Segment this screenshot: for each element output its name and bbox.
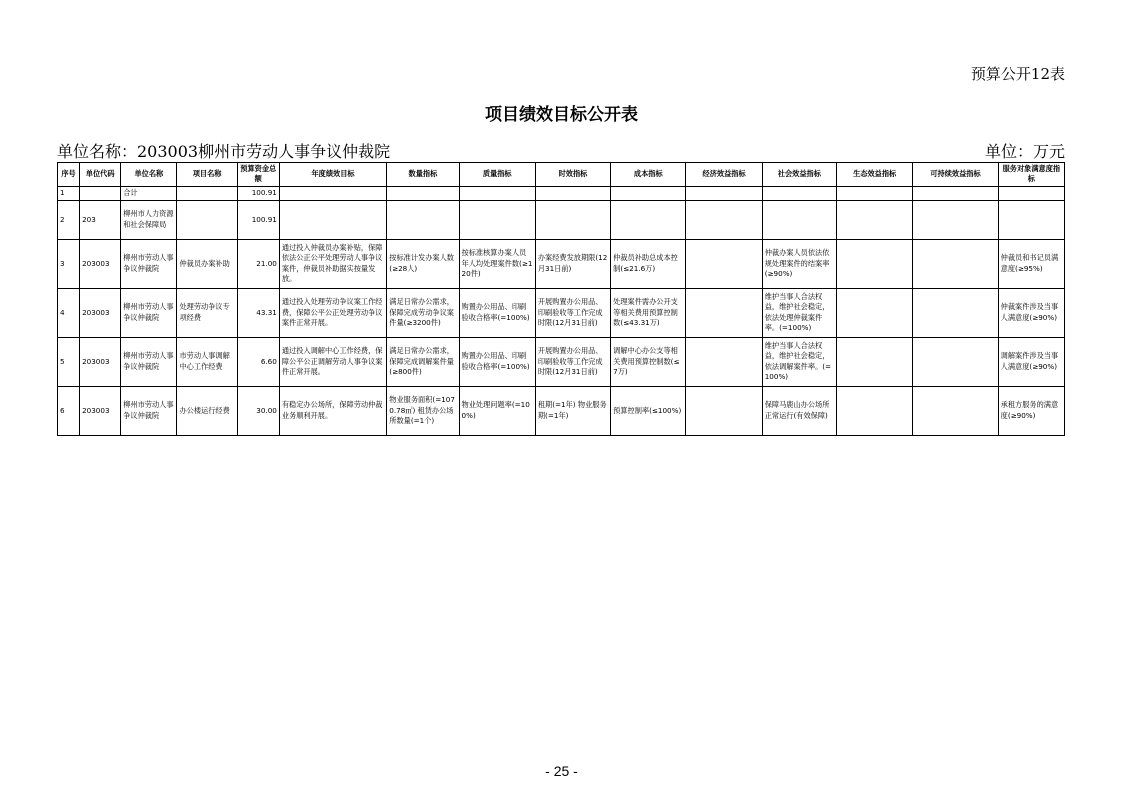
- cell-cost: 调解中心办公支等相关费用预算控制数(≤7万): [611, 337, 686, 386]
- unit-name-label: 单位名称：203003柳州市劳动人事争议仲裁院: [57, 142, 391, 161]
- budget-table-tag: 预算公开12表: [970, 65, 1065, 83]
- cell-sustainable: [913, 288, 998, 337]
- cell-timeliness: [535, 186, 610, 200]
- table-row: [58, 386, 1065, 435]
- cell-timeliness: 办案经费发放期限(12月31日前): [535, 239, 610, 288]
- table-row: [58, 200, 1065, 239]
- cell-unit-name: 柳州市人力资源和社会保障局: [121, 200, 177, 239]
- performance-target-table: [57, 162, 1065, 436]
- cell-seq: 1: [58, 186, 80, 200]
- cell-unit-name: 合计: [121, 186, 177, 200]
- cell-unit-code: 203: [80, 200, 121, 239]
- cell-unit-name: 柳州市劳动人事争议仲裁院: [121, 386, 177, 435]
- cell-ecological: [837, 288, 913, 337]
- cell-economic: [686, 186, 762, 200]
- cell-budget: 21.00: [237, 239, 279, 288]
- cell-cost: [611, 200, 686, 239]
- cell-annual-goal: [279, 200, 386, 239]
- table-row: [58, 337, 1065, 386]
- cell-sustainable: [913, 186, 998, 200]
- cell-seq: 6: [58, 386, 80, 435]
- cell-timeliness: 开展购置办公用品、印刷验收等工作完成时限(12月31日前): [535, 288, 610, 337]
- cell-social: 维护当事人合法权益，维护社会稳定，依法处理仲裁案件率。(=100%): [762, 288, 836, 337]
- cell-cost: 仲裁员补助总成本控制(≤21.6万): [611, 239, 686, 288]
- cell-unit-code: [80, 186, 121, 200]
- table-header-row: [58, 163, 1065, 187]
- cell-budget: 43.31: [237, 288, 279, 337]
- cell-economic: [686, 200, 762, 239]
- cell-economic: [686, 239, 762, 288]
- cell-annual-goal: 通过投入处理劳动争议案工作经费，保障公平公正处理劳动争议案件正常开展。: [279, 288, 386, 337]
- col-header-timeliness: 时效指标: [535, 163, 610, 187]
- table-row: [58, 288, 1065, 337]
- col-header-annual-goal: 年度绩效目标: [279, 163, 386, 187]
- cell-satisfaction: 仲裁案件涉及当事人满意度(≥90%): [998, 288, 1064, 337]
- cell-quantity: [387, 186, 459, 200]
- cell-quantity: 满足日常办公需求，保障完成调解案件量(≥800件): [387, 337, 459, 386]
- cell-unit-code: 203003: [80, 288, 121, 337]
- cell-quality: 购置办公用品、印刷验收合格率(=100%): [459, 288, 535, 337]
- cell-timeliness: 租期(=1年) 物业服务期(=1年): [535, 386, 610, 435]
- cell-unit-name: 柳州市劳动人事争议仲裁院: [121, 239, 177, 288]
- cell-sustainable: [913, 239, 998, 288]
- cell-satisfaction: 调解案件涉及当事人满意度(≥90%): [998, 337, 1064, 386]
- cell-satisfaction: 仲裁员和书记员满意度(≥95%): [998, 239, 1064, 288]
- cell-seq: 3: [58, 239, 80, 288]
- cell-budget: 30.00: [237, 386, 279, 435]
- cell-unit-name: 柳州市劳动人事争议仲裁院: [121, 288, 177, 337]
- currency-unit-label: 单位：万元: [984, 142, 1065, 161]
- col-header-project-name: 项目名称: [177, 163, 237, 187]
- cell-ecological: [837, 386, 913, 435]
- cell-satisfaction: [998, 186, 1064, 200]
- col-header-ecological: 生态效益指标: [837, 163, 913, 187]
- cell-satisfaction: [998, 200, 1064, 239]
- col-header-quantity: 数量指标: [387, 163, 459, 187]
- cell-quality: [459, 200, 535, 239]
- col-header-seq: 序号: [58, 163, 80, 187]
- cell-unit-code: 203003: [80, 239, 121, 288]
- cell-annual-goal: 通过投入调解中心工作经费，保障公平公正调解劳动人事争议案件正常开展。: [279, 337, 386, 386]
- cell-unit-code: 203003: [80, 386, 121, 435]
- cell-project-name: 市劳动人事调解中心工作经费: [177, 337, 237, 386]
- cell-quantity: 满足日常办公需求，保障完成劳动争议案件量(≥3200件): [387, 288, 459, 337]
- page-title: 项目绩效目标公开表: [485, 105, 638, 125]
- cell-quality: 购置办公用品、印刷验收合格率(=100%): [459, 337, 535, 386]
- cell-social: 仲裁办案人员依法依规处理案件的结案率(≥90%): [762, 239, 836, 288]
- cell-project-name: 处理劳动争议专项经费: [177, 288, 237, 337]
- cell-project-name: 办公楼运行经费: [177, 386, 237, 435]
- col-header-social: 社会效益指标: [762, 163, 836, 187]
- cell-timeliness: [535, 200, 610, 239]
- cell-budget: 100.91: [237, 200, 279, 239]
- col-header-unit-code: 单位代码: [80, 163, 121, 187]
- page-number: - 25 -: [545, 763, 578, 779]
- cell-cost: [611, 186, 686, 200]
- cell-seq: 2: [58, 200, 80, 239]
- col-header-cost: 成本指标: [611, 163, 686, 187]
- cell-sustainable: [913, 386, 998, 435]
- cell-quantity: 按标准计发办案人数(≥28人): [387, 239, 459, 288]
- cell-budget: 100.91: [237, 186, 279, 200]
- cell-social: 保障马鹿山办公场所正常运行(有效保障): [762, 386, 836, 435]
- cell-ecological: [837, 239, 913, 288]
- cell-timeliness: 开展购置办公用品、印刷验收等工作完成时限(12月31日前): [535, 337, 610, 386]
- cell-quantity: [387, 200, 459, 239]
- cell-project-name: 仲裁员办案补助: [177, 239, 237, 288]
- cell-social: [762, 186, 836, 200]
- cell-social: 维护当事人合法权益，维护社会稳定，依法调解案件率。(=100%): [762, 337, 836, 386]
- cell-quality: 按标准核算办案人员年人均处理案件数(≥120件): [459, 239, 535, 288]
- cell-annual-goal: [279, 186, 386, 200]
- cell-unit-name: 柳州市劳动人事争议仲裁院: [121, 337, 177, 386]
- table-row: [58, 186, 1065, 200]
- cell-seq: 4: [58, 288, 80, 337]
- cell-annual-goal: 有稳定办公场所，保障劳动仲裁业务顺利开展。: [279, 386, 386, 435]
- cell-economic: [686, 337, 762, 386]
- cell-quality: [459, 186, 535, 200]
- cell-annual-goal: 通过投入仲裁员办案补贴，保障依法公正公平处理劳动人事争议案件，仲裁员补助据实按量发放。: [279, 239, 386, 288]
- cell-ecological: [837, 186, 913, 200]
- col-header-budget-total: 预算资金总额: [237, 163, 279, 187]
- cell-seq: 5: [58, 337, 80, 386]
- cell-cost: 预算控制率(≤100%): [611, 386, 686, 435]
- col-header-sustainable: 可持续效益指标: [913, 163, 998, 187]
- cell-economic: [686, 386, 762, 435]
- cell-project-name: [177, 200, 237, 239]
- cell-unit-code: 203003: [80, 337, 121, 386]
- cell-sustainable: [913, 337, 998, 386]
- cell-social: [762, 200, 836, 239]
- cell-ecological: [837, 337, 913, 386]
- cell-budget: 6.60: [237, 337, 279, 386]
- col-header-quality: 质量指标: [459, 163, 535, 187]
- cell-project-name: [177, 186, 237, 200]
- cell-satisfaction: 承租方服务的满意度(≥90%): [998, 386, 1064, 435]
- col-header-unit-name: 单位名称: [121, 163, 177, 187]
- col-header-economic: 经济效益指标: [686, 163, 762, 187]
- cell-quantity: 物业服务面积(=1070.78㎡) 租赁办公场所数量(=1个): [387, 386, 459, 435]
- cell-cost: 处理案件需办公开支等相关费用预算控制数(≤43.31万): [611, 288, 686, 337]
- table-row: [58, 239, 1065, 288]
- cell-ecological: [837, 200, 913, 239]
- cell-sustainable: [913, 200, 998, 239]
- col-header-satisfaction: 服务对象满意度指标: [998, 163, 1064, 187]
- cell-quality: 物业处理问题率(=100%): [459, 386, 535, 435]
- cell-economic: [686, 288, 762, 337]
